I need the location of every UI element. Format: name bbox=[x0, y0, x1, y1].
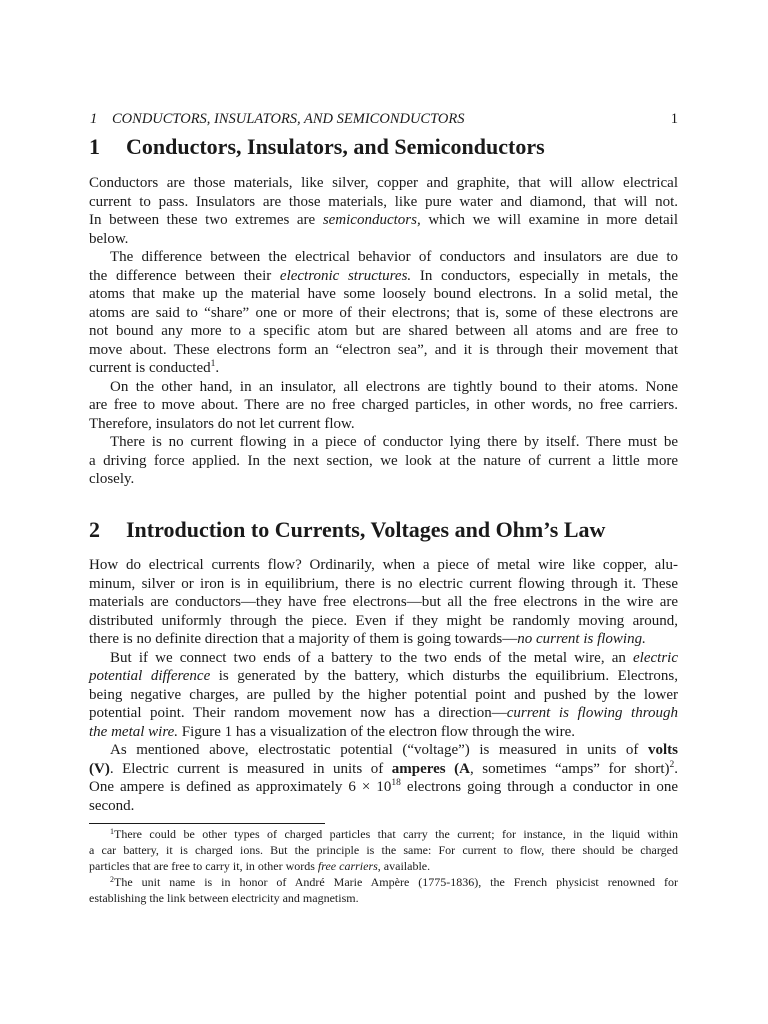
section-1-title: Conductors, Insulators, and Semiconductors bbox=[126, 134, 545, 159]
paragraph-line: being negative charges, are pulled by the higher potential point and pushed by the lower bbox=[89, 686, 678, 703]
footnote-ref-2[interactable]: 2 bbox=[669, 759, 675, 770]
section-2-title: Introduction to Currents, Voltages and Ohm’s Law bbox=[126, 517, 606, 542]
paragraph-line: atoms that make up the material have some loosely bound electrons. In a solid metal, the bbox=[89, 286, 678, 302]
paragraph-line: minum, silver or iron is in equilibrium, there is no electric current flowing through it. These bbox=[89, 575, 678, 592]
emphasis-text: no current is flowing. bbox=[517, 631, 646, 647]
footnote-ref-1[interactable]: 1 bbox=[210, 359, 216, 369]
exponent: 18 bbox=[391, 778, 401, 788]
paragraph-line: The difference between the electrical behavior of conductors and insulators are due to bbox=[110, 249, 678, 265]
paragraph-line: There is no current flowing in a piece of conductor lying there by itself. There must be bbox=[110, 434, 678, 450]
running-head bbox=[90, 111, 680, 129]
footnote-2-mark: 2 bbox=[110, 875, 114, 884]
footnote-line: a car battery, it is charged ions. But the principle is the same: For current to flow, there should be charged bbox=[89, 843, 678, 857]
paragraph-line: potential difference is generated by the battery, which disturbs the equilibrium. Electrons, bbox=[89, 668, 678, 684]
paragraph-line: distributed uniformly through the piece. Even if they might be randomly moving around, bbox=[89, 612, 678, 629]
bold-term: (V) bbox=[89, 760, 110, 777]
page-number: 1 bbox=[670, 111, 678, 127]
paragraph-line: atoms are said to “share” one or more of their electrons; that is, some of these electrons are bbox=[89, 304, 678, 321]
paragraph-line: are free to move about. There are no free charged particles, in other words, no free carriers. bbox=[89, 397, 678, 413]
paragraph-line: Therefore, insulators do not let current flow. bbox=[89, 415, 355, 432]
section-2-number: 2 bbox=[89, 517, 100, 542]
emphasis-text: electronic structures. bbox=[279, 267, 412, 284]
section-2-heading bbox=[89, 517, 605, 543]
paragraph-line: closely. bbox=[89, 471, 135, 487]
footnote-2: $^2$The unit name is in honor of André Marie Ampère (1775-1836), the French physicist renowned for bbox=[110, 875, 678, 889]
running-head-section-number: 1 bbox=[90, 111, 98, 127]
paragraph-line: As mentioned above, electrostatic potential (“voltage”) is measured in units of volts bbox=[110, 742, 678, 758]
running-head-title: CONDUCTORS, INSULATORS, AND SEMICONDUCTORS bbox=[112, 111, 465, 127]
footnote-1-mark: 1 bbox=[110, 827, 114, 836]
section-1-body bbox=[89, 174, 678, 489]
paragraph-line: current is conducted$^1$. bbox=[89, 359, 220, 376]
emphasis-text: free carriers bbox=[317, 859, 378, 873]
emphasis-text: semiconductors bbox=[322, 212, 417, 228]
footnote-1: $^1$There could be other types of charged particles that carry the current; for instance, in the liquid within bbox=[110, 827, 678, 841]
bold-term: amperes (A bbox=[391, 760, 470, 777]
paragraph-line: How do electrical currents flow? Ordinarily, when a piece of metal wire like copper, alu- bbox=[89, 557, 678, 573]
paragraph-line: below. bbox=[89, 230, 129, 247]
paragraph-line: second. bbox=[89, 797, 135, 814]
bold-term: volts bbox=[648, 742, 678, 758]
footnote-divider bbox=[89, 823, 325, 824]
paragraph-line: One ampere is defined as approximately $6 \times 10^{18}$ electrons going through a conductor in one bbox=[89, 778, 679, 795]
paragraph-line: Conductors are those materials, like silver, copper and graphite, that will allow electrical bbox=[89, 175, 678, 191]
footnotes bbox=[89, 826, 678, 906]
section-1-number: 1 bbox=[89, 134, 100, 159]
footnote-line: establishing the link between electricity and magnetism. bbox=[89, 891, 359, 905]
paragraph-line: a driving force applied. In the next section, we look at the nature of current a little more bbox=[89, 452, 678, 469]
section-2-body bbox=[89, 556, 678, 815]
emphasis-text: current is flowing through bbox=[506, 705, 679, 721]
emphasis-text: electric bbox=[633, 649, 678, 666]
emphasis-text: potential difference bbox=[89, 668, 211, 684]
paragraph-line: there is no definite direction that a majority of them is going towards—no current is flowing. bbox=[89, 631, 646, 647]
footnote-line: particles that are free to carry it, in other words free carriers, available. bbox=[89, 859, 431, 873]
paragraph-line: the metal wire. Figure 1 has a visualization of the electron flow through the wire. bbox=[89, 723, 575, 740]
paragraph-line: potential point. Their random movement now has a direction—current is flowing through bbox=[89, 705, 679, 721]
paragraph-line: On the other hand, in an insulator, all electrons are tightly bound to their atoms. None bbox=[110, 378, 678, 395]
paragraph-line: move about. These electrons form an “electron sea”, and it is through their movement that bbox=[89, 341, 678, 358]
paragraph-line: But if we connect two ends of a battery to the two ends of the metal wire, an electric bbox=[110, 649, 678, 666]
paragraph-line: the difference between their electronic structures. In conductors, especially in metals, the bbox=[89, 267, 678, 284]
paragraph-line: In between these two extremes are semiconductors, which we will examine in more detail bbox=[89, 212, 678, 228]
paragraph-line: (V). Electric current is measured in units of amperes (A, sometimes “amps” for short)$^2$. bbox=[89, 759, 678, 777]
emphasis-text: the metal wire. bbox=[89, 723, 179, 740]
paragraph-line: not bound any more to a specific atom but are shared between all atoms and are free to bbox=[89, 323, 678, 339]
paragraph-line: materials are conductors—they have free electrons—but all the free electrons in the wire are bbox=[89, 594, 678, 610]
section-1-heading bbox=[89, 134, 545, 160]
paragraph-line: current to pass. Insulators are those materials, like pure water and diamond, that will not. bbox=[89, 193, 678, 210]
